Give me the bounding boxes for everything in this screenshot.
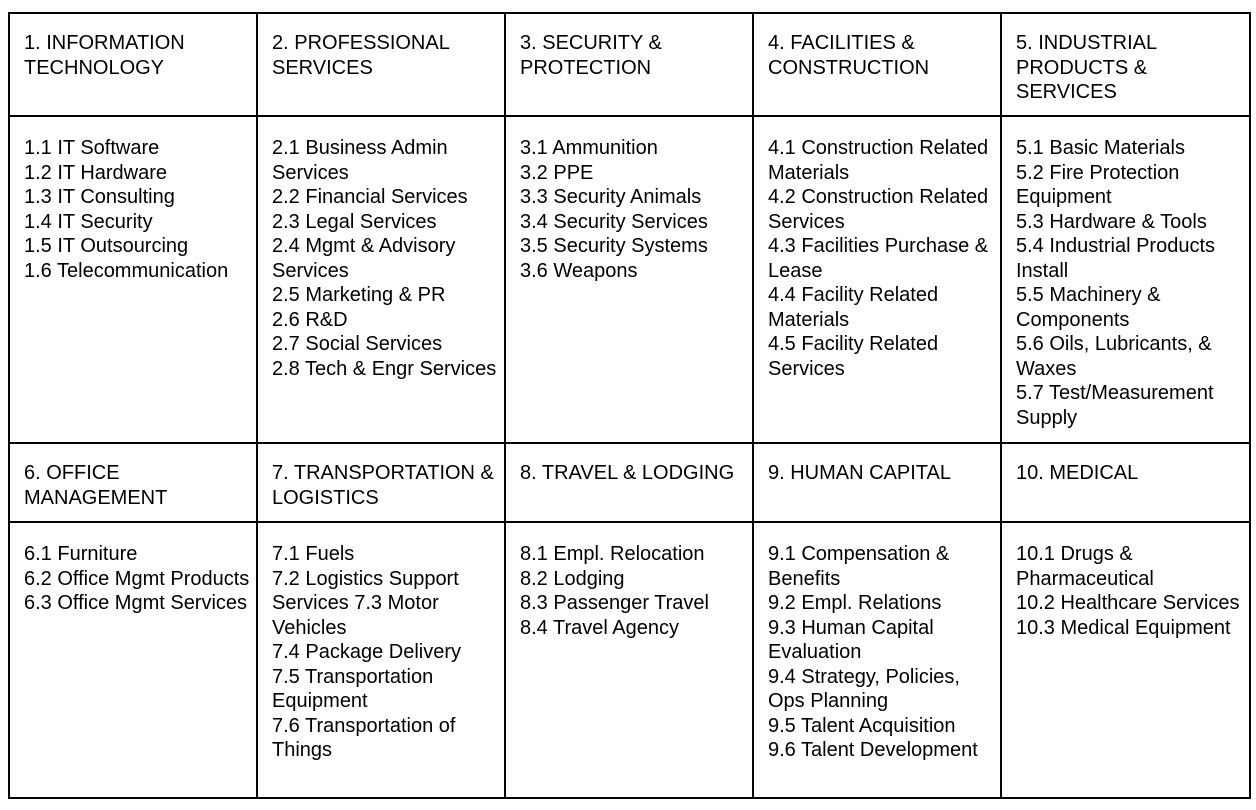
category-title: 3. SECURITY & PROTECTION [520, 32, 662, 79]
category-header-cell [257, 443, 505, 522]
subcategory-item: 2.1 Business Admin Services [272, 137, 448, 184]
category-header-cell [753, 443, 1001, 522]
subcategory-item: 6.2 Office Mgmt Products [24, 567, 250, 590]
category-title: 8. TRAVEL & LODGING [520, 462, 735, 484]
subcategory-item: 10.2 Healthcare Services [1016, 592, 1240, 614]
category-header-cell [753, 13, 1001, 116]
subcategory-item: 2.7 Social Services [272, 333, 443, 355]
subcategory-item: 4.4 Facility Related Materials [768, 284, 939, 331]
category-title: 7. TRANSPORTATION & LOGISTICS [272, 462, 494, 509]
category-items-cell [753, 116, 1001, 443]
header-row-top [9, 13, 1250, 116]
category-items-cell [505, 522, 753, 798]
subcategory-item: 5.7 Test/Measurement Supply [1016, 382, 1214, 429]
category-header-cell [1001, 13, 1250, 116]
subcategory-item: 1.3 IT Consulting [24, 186, 175, 208]
subcategory-item: 2.5 Marketing & PR [272, 284, 446, 306]
subcategory-item: 4.3 Facilities Purchase & Lease [768, 235, 989, 282]
subcategory-item: 7.6 Transportation of Things [272, 714, 456, 761]
subcategory-item: 7.4 Package Delivery [272, 641, 461, 663]
subcategory-item: 5.5 Machinery & Components [1016, 284, 1161, 331]
subcategory-item: 8.1 Empl. Relocation [520, 543, 705, 565]
subcategory-item: 3.5 Security Systems [520, 235, 708, 257]
category-items-cell [9, 116, 257, 443]
subcategory-item: 9.3 Human Capital Evaluation [768, 616, 934, 663]
subcategory-item: 9.4 Strategy, Policies, Ops Planning [768, 665, 960, 712]
category-title: 9. HUMAN CAPITAL [768, 462, 951, 484]
category-header-cell [505, 443, 753, 522]
header-row-bottom [9, 443, 1250, 522]
subcategory-item: 6.3 Office Mgmt Services [24, 592, 248, 614]
subcategory-item: 3.6 Weapons [520, 259, 638, 282]
subcategory-item: 8.2 Lodging [520, 567, 625, 590]
items-row-bottom [9, 522, 1250, 798]
subcategory-item: 2.8 Tech & Engr Services [272, 357, 497, 380]
subcategory-item: 2.2 Financial Services [272, 186, 468, 208]
subcategory-item: 9.2 Empl. Relations [768, 592, 942, 614]
subcategory-item: 7.2 Logistics Support Services 7.3 Motor Vehicles [272, 567, 459, 639]
category-items-cell [753, 522, 1001, 798]
subcategory-item: 2.3 Legal Services [272, 210, 437, 233]
category-grid-table [8, 12, 1251, 799]
subcategory-item: 6.1 Furniture [24, 543, 138, 565]
subcategory-item: 3.4 Security Services [520, 210, 708, 233]
subcategory-item: 1.4 IT Security [24, 210, 153, 233]
category-items-cell [1001, 116, 1250, 443]
category-title: 4. FACILITIES & CONSTRUCTION [768, 32, 930, 79]
category-items-cell [1001, 522, 1250, 798]
subcategory-item: 8.4 Travel Agency [520, 616, 679, 639]
category-title: 1. INFORMATION TECHNOLOGY [24, 32, 185, 79]
subcategory-item: 2.6 R&D [272, 308, 348, 331]
category-items-cell [9, 522, 257, 798]
subcategory-item: 4.5 Facility Related Services [768, 333, 939, 380]
subcategory-item: 8.3 Passenger Travel [520, 592, 709, 614]
category-title: 10. MEDICAL [1016, 462, 1139, 484]
category-title: 5. INDUSTRIAL PRODUCTS & SERVICES [1016, 32, 1157, 103]
subcategory-item: 1.6 Telecommunication [24, 259, 229, 282]
subcategory-item: 1.5 IT Outsourcing [24, 235, 189, 257]
category-header-cell [9, 443, 257, 522]
category-header-cell [1001, 443, 1250, 522]
items-row-top [9, 116, 1250, 443]
subcategory-item: 5.4 Industrial Products Install [1016, 235, 1215, 282]
subcategory-item: 9.6 Talent Development [768, 739, 978, 761]
category-items-cell [257, 522, 505, 798]
subcategory-item: 1.1 IT Software [24, 137, 160, 159]
subcategory-item: 5.2 Fire Protection Equipment [1016, 161, 1180, 208]
subcategory-item: 9.5 Talent Acquisition [768, 714, 956, 737]
category-title: 2. PROFESSIONAL SERVICES [272, 32, 450, 79]
category-header-cell [9, 13, 257, 116]
category-items-cell [505, 116, 753, 443]
category-title: 6. OFFICE MANAGEMENT [24, 462, 168, 509]
subcategory-item: 7.1 Fuels [272, 543, 355, 565]
subcategory-item: 3.1 Ammunition [520, 137, 658, 159]
subcategory-item: 2.4 Mgmt & Advisory Services [272, 235, 456, 282]
subcategory-item: 3.3 Security Animals [520, 186, 702, 208]
subcategory-item: 5.1 Basic Materials [1016, 137, 1185, 159]
subcategory-item: 10.1 Drugs & Pharmaceutical [1016, 543, 1154, 590]
category-header-cell [257, 13, 505, 116]
category-items-cell [257, 116, 505, 443]
subcategory-item: 7.5 Transportation Equipment [272, 665, 434, 712]
category-header-cell [505, 13, 753, 116]
subcategory-item: 5.3 Hardware & Tools [1016, 210, 1207, 233]
subcategory-item: 4.2 Construction Related Services [768, 186, 989, 233]
subcategory-item: 4.1 Construction Related Materials [768, 137, 989, 184]
subcategory-item: 1.2 IT Hardware [24, 161, 168, 184]
subcategory-item: 3.2 PPE [520, 161, 594, 184]
subcategory-item: 10.3 Medical Equipment [1016, 616, 1231, 639]
subcategory-item: 5.6 Oils, Lubricants, & Waxes [1016, 333, 1212, 380]
subcategory-item: 9.1 Compensation & Benefits [768, 543, 950, 590]
